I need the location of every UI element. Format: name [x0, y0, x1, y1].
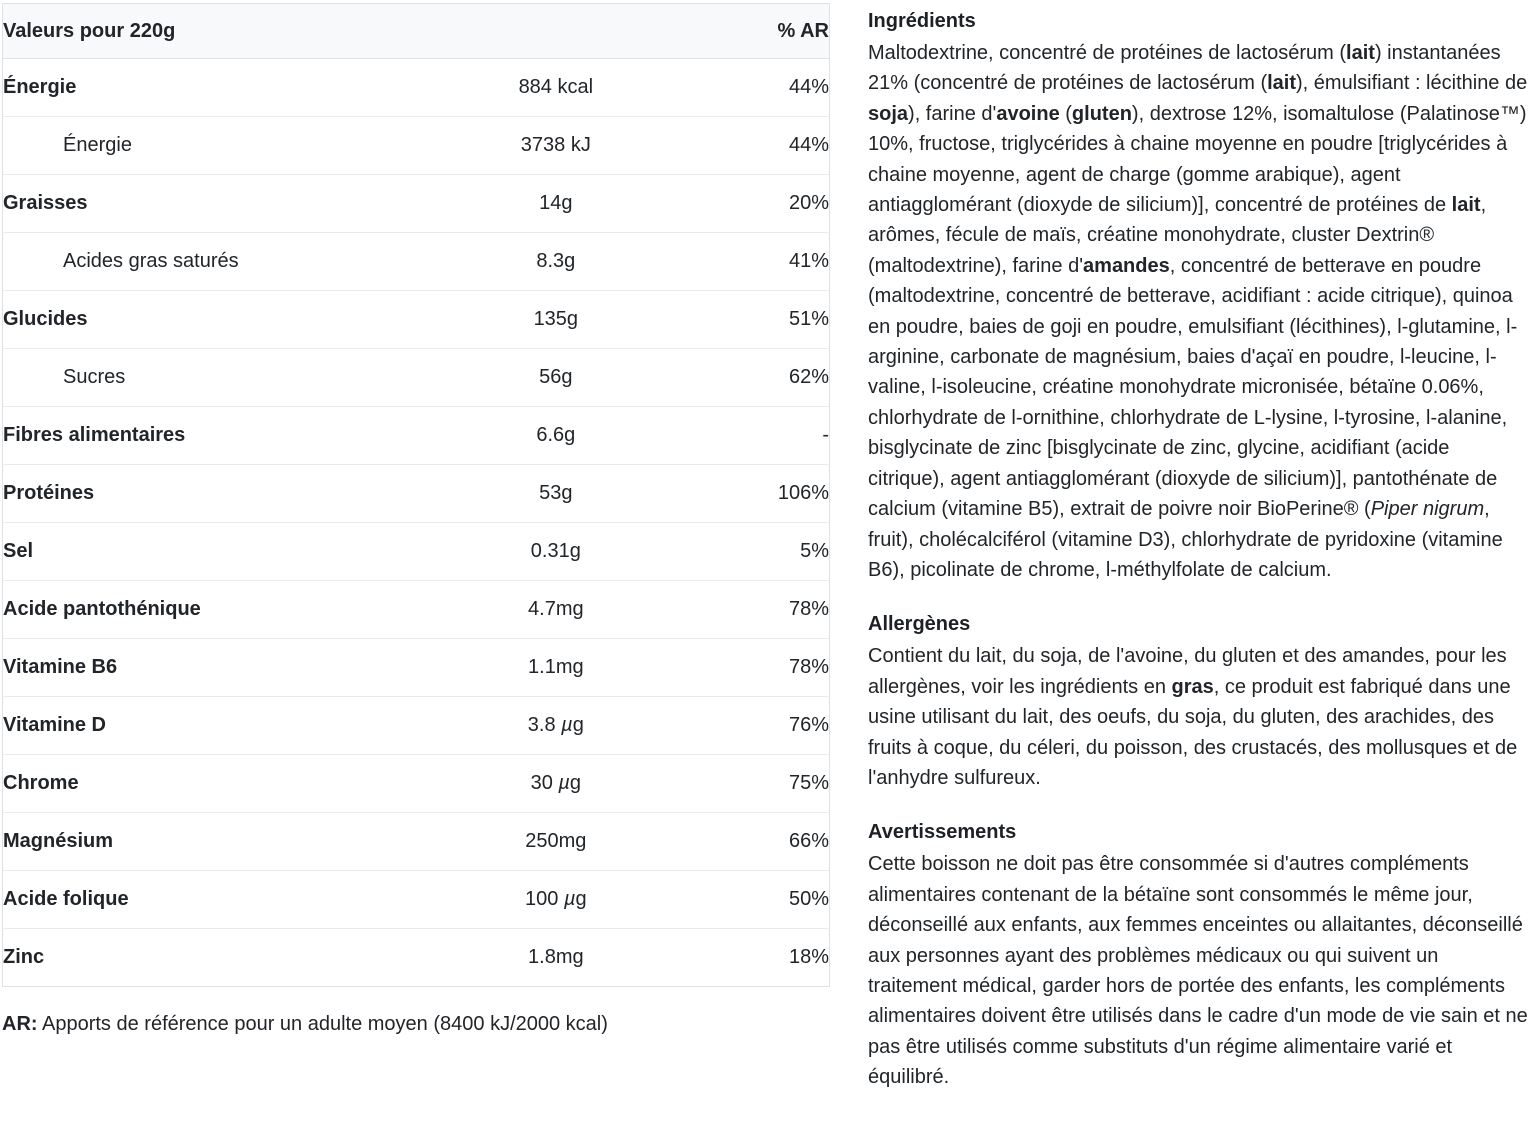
nutrient-value: [420, 871, 692, 929]
section-paragraph-allergens: [868, 641, 1530, 793]
nutrient-value: 1.1mg: [420, 639, 692, 697]
text-segment: µ: [563, 888, 576, 910]
table-row: [3, 813, 830, 871]
table-row: [3, 523, 830, 581]
nutrient-label: Protéines: [3, 465, 421, 523]
nutrient-label: Chrome: [3, 755, 421, 813]
table-header-serving: Valeurs pour 220g: [3, 4, 692, 59]
text-segment: Cette boisson ne doit pas être consommée si d'autres compléments alimentaires contenant de la bétaïne sont consommés le même jour, déconseillé aux enfants, aux femmes enceintes ou allaitantes, déconseillé aux personnes ayant des problèmes médicaux ou qui suivent un traitement médical, garder hors de portée des enfants, les compléments alimentaires doivent être utilisés dans le cadre d'un mode de vie sain et ne pas être utilisés comme substituts d'un régime alimentaire varié et équilibré.: [868, 853, 1528, 1089]
nutrient-label: Acides gras saturés: [3, 233, 421, 291]
nutrient-value: 6.6g: [420, 407, 692, 465]
nutrient-label: Graisses: [3, 175, 421, 233]
nutrient-value: 14g: [420, 175, 692, 233]
text-segment: amandes: [1083, 254, 1170, 277]
nutrient-percent-ar: 41%: [692, 233, 830, 291]
nutrient-percent-ar: 106%: [692, 465, 830, 523]
section-paragraph-warnings: [868, 849, 1530, 1092]
text-segment: gras: [1171, 675, 1214, 698]
nutrient-value: 0.31g: [420, 523, 692, 581]
text-segment: , arômes, fécule de maïs, créatine monohydrate, cluster Dextrin® (maltodextrine), farine d': [868, 194, 1487, 277]
nutrient-value: 884 kcal: [518, 76, 594, 98]
table-row: [3, 697, 830, 755]
nutrient-percent-ar: 44%: [788, 76, 829, 98]
table-row: [3, 581, 830, 639]
text-segment: ), émulsifiant : lécithine de: [1296, 72, 1528, 95]
nutrient-value: 135g: [420, 291, 692, 349]
nutrient-value: 3738 kJ: [420, 117, 692, 175]
table-row: [3, 117, 830, 175]
text-segment: soja: [868, 102, 909, 125]
nutrient-percent-ar: 44%: [692, 117, 830, 175]
table-row: [3, 639, 830, 697]
text-segment: ), farine d': [908, 102, 997, 125]
nutrient-value: 4.7mg: [420, 581, 692, 639]
nutrient-label: Énergie: [3, 117, 421, 175]
table-row: [3, 349, 830, 407]
table-header-percent-ar: % AR: [692, 4, 830, 59]
table-row: [3, 59, 830, 117]
text-segment: µ: [561, 714, 573, 736]
text-segment: 3.8: [527, 714, 562, 736]
nutrient-percent-ar: 78%: [692, 581, 830, 639]
info-sections: [868, 6, 1530, 1117]
nutrition-table: [2, 3, 830, 987]
nutrient-value: 8.3g: [420, 233, 692, 291]
nutrient-label: Vitamine D: [3, 697, 421, 755]
table-row: [3, 755, 830, 813]
section-heading-ingredients: Ingrédients: [868, 10, 976, 32]
reference-intake-note: [2, 1011, 830, 1037]
text-segment: Piper nigrum: [1370, 498, 1485, 521]
nutrient-label: Zinc: [3, 929, 421, 987]
nutrition-table-body: [3, 59, 830, 987]
nutrient-label: Magnésium: [3, 813, 421, 871]
nutrient-percent-ar: 75%: [692, 755, 830, 813]
nutrient-percent-ar: 5%: [692, 523, 830, 581]
nutrient-percent-ar: 62%: [692, 349, 830, 407]
nutrient-value: [420, 755, 692, 813]
table-row: [3, 407, 830, 465]
text-segment: lait: [1451, 194, 1481, 217]
nutrient-label: Sel: [3, 523, 421, 581]
section-paragraph-ingredients: [868, 38, 1530, 585]
nutrient-percent-ar: 66%: [692, 813, 830, 871]
text-segment: , ce produit est fabriqué dans une usine utilisant du lait, des oeufs, du soja, du gluten, des arachides, des fruits à coque, du céleri, du poisson, des crustacés, des mollusques et de l'anhydre sulfureux.: [868, 675, 1518, 789]
nutrient-value: 1.8mg: [420, 929, 692, 987]
nutrient-label: Acide pantothénique: [3, 581, 421, 639]
text-segment: AR:: [2, 1013, 38, 1035]
table-row: [3, 929, 830, 987]
table-row: [3, 233, 830, 291]
nutrient-label: Glucides: [3, 291, 421, 349]
nutrient-label: Acide folique: [3, 871, 421, 929]
nutrient-percent-ar: 50%: [692, 871, 830, 929]
nutrient-percent-ar: 18%: [692, 929, 830, 987]
table-row: [3, 871, 830, 929]
nutrient-label: Fibres alimentaires: [3, 407, 421, 465]
text-segment: Contient du lait, du soja, de l'avoine, du gluten et des amandes, pour les allergènes, voir les ingrédients en: [868, 645, 1507, 698]
nutrient-percent-ar: 76%: [692, 697, 830, 755]
section-heading-warnings: Avertissements: [868, 821, 1017, 844]
text-segment: g: [575, 888, 587, 910]
text-segment: g: [569, 772, 582, 794]
text-segment: , concentré de betterave en poudre (maltodextrine, concentré de betterave, acidifiant : acide citrique), quinoa en poudre, baies de goji en poudre, emulsifiant (lécithines), l-glutamine, l-arginine, carbonate de magnésium, baies d'açaï en poudre, l-leucine, l-valine, l-isoleucine, créatine monohydrate micronisée, bétaïne 0.06%, chlorhydrate de l-ornithine, chlorhydrate de L-lysine, l-tyrosine, l-alanine, bisglycinate de zinc [bisglycinate de zinc, glycine, acidifiant (acide citrique), agent antiagglomérant (dioxyde de silicium)], pantothénate de calcium (vitamine B5), extrait de poivre noir BioPerine® (: [868, 254, 1518, 521]
nutrition-panel: [2, 3, 830, 1037]
text-segment: Maltodextrine, concentré de protéines de lactosérum (: [868, 42, 1347, 64]
nutrient-label: Énergie: [3, 76, 77, 98]
section-heading-allergens: Allergènes: [868, 613, 971, 636]
table-row: [3, 465, 830, 523]
nutrient-value: 53g: [420, 465, 692, 523]
nutrient-percent-ar: 20%: [692, 175, 830, 233]
text-segment: gluten: [1071, 102, 1132, 125]
table-row: [3, 175, 830, 233]
nutrient-label: Vitamine B6: [3, 639, 421, 697]
nutrient-percent-ar: 51%: [692, 291, 830, 349]
text-segment: 30: [530, 772, 559, 794]
text-segment: 100: [525, 888, 564, 910]
nutrient-label: Sucres: [3, 349, 421, 407]
nutrient-percent-ar: -: [692, 407, 830, 465]
text-segment: Apports de référence pour un adulte moyen (8400 kJ/2000 kcal): [37, 1013, 608, 1035]
text-segment: lait: [1267, 72, 1297, 95]
nutrient-value: 56g: [420, 349, 692, 407]
nutrient-value: 250mg: [420, 813, 692, 871]
nutrient-value: [420, 697, 692, 755]
text-segment: µ: [558, 772, 570, 794]
text-segment: lait: [1346, 42, 1375, 64]
text-segment: (: [1059, 102, 1072, 125]
text-segment: g: [572, 714, 584, 736]
nutrient-percent-ar: 78%: [692, 639, 830, 697]
table-header-row: [3, 4, 830, 59]
text-segment: ), dextrose 12%, isomaltulose (Palatinose™) 10%, fructose, triglycérides à chaine moyenne en poudre [triglycérides à chaine moyenne, agent de charge (gomme arabique), agent antiagglomérant (dioxyde de silicium)], concentré de protéines de: [868, 102, 1527, 217]
table-row: [3, 291, 830, 349]
text-segment: avoine: [996, 102, 1060, 125]
text-segment: , fruit), cholécalciférol (vitamine D3), chlorhydrate de pyridoxine (vitamine B6), picolinate de chrome, l-méthylfolate de calcium.: [868, 498, 1503, 581]
text-segment: ) instantanées 21% (concentré de protéines de lactosérum (: [868, 42, 1501, 95]
